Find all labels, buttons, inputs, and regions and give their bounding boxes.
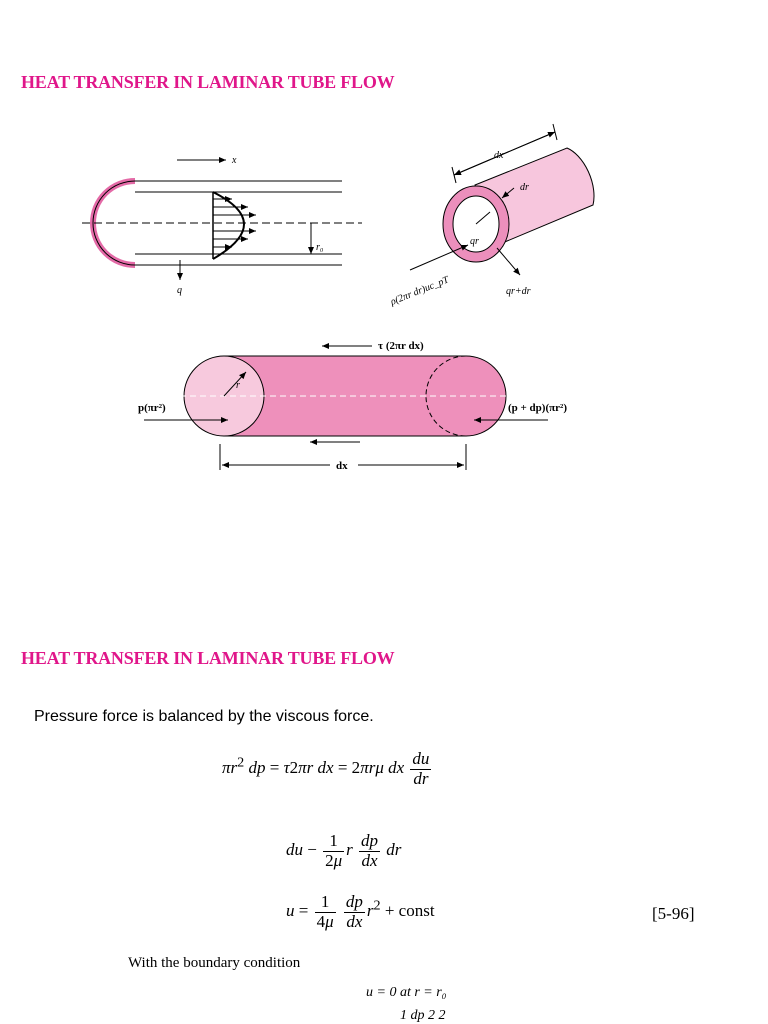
dr-label: dr: [520, 182, 529, 193]
qr-label: qr: [470, 236, 479, 247]
intro-text: Pressure force is balanced by the viscous force.: [34, 708, 374, 725]
qr-dr-label: qr+dr: [506, 286, 531, 297]
velocity-equation: u = $\frac{1}{4\mu}$ $\frac{dp}{dx}$ $r^2$ + const: [286, 892, 435, 931]
force-balance-figure: [138, 340, 567, 472]
boundary-condition-text: With the boundary condition: [128, 955, 301, 971]
page-title: HEAT TRANSFER IN LAMINAR TUBE FLOW: [21, 72, 395, 92]
tube-flow-figures: [0, 0, 768, 480]
pressure-right-label: (p + dp)(πr²): [508, 402, 567, 414]
shear-label: τ (2πr dx): [378, 340, 424, 352]
dx-bottom-label: dx: [336, 460, 348, 472]
force-balance-equation: $\pi r^2$ dp = τ2πr dx = 2πrμ dx $\frac{du}{dr}$: [222, 749, 430, 788]
velocity-profile-figure: [82, 155, 362, 296]
dx-top-label: dx: [494, 150, 504, 161]
pressure-left-label: p(πr²): [138, 402, 166, 414]
boundary-condition-equation: u = 0 at r = r₀: [366, 985, 447, 1000]
equation-number: [5-96]: [652, 904, 695, 923]
annular-element-figure: [388, 124, 594, 308]
partial-equation: 1 dp 2 2: [400, 1008, 446, 1023]
x-axis-label: x: [232, 155, 237, 166]
section-title: HEAT TRANSFER IN LAMINAR TUBE FLOW: [21, 648, 395, 668]
q-label: q: [177, 285, 182, 296]
r0-label: r₀: [316, 242, 324, 253]
energy-flow-label: ρ(2πr dr)uc_pT: [389, 274, 451, 308]
r-label: r: [236, 380, 240, 391]
du-equation: du − $\frac{1}{2\mu}$ r $\frac{dp}{dx}$ dr: [286, 831, 402, 870]
